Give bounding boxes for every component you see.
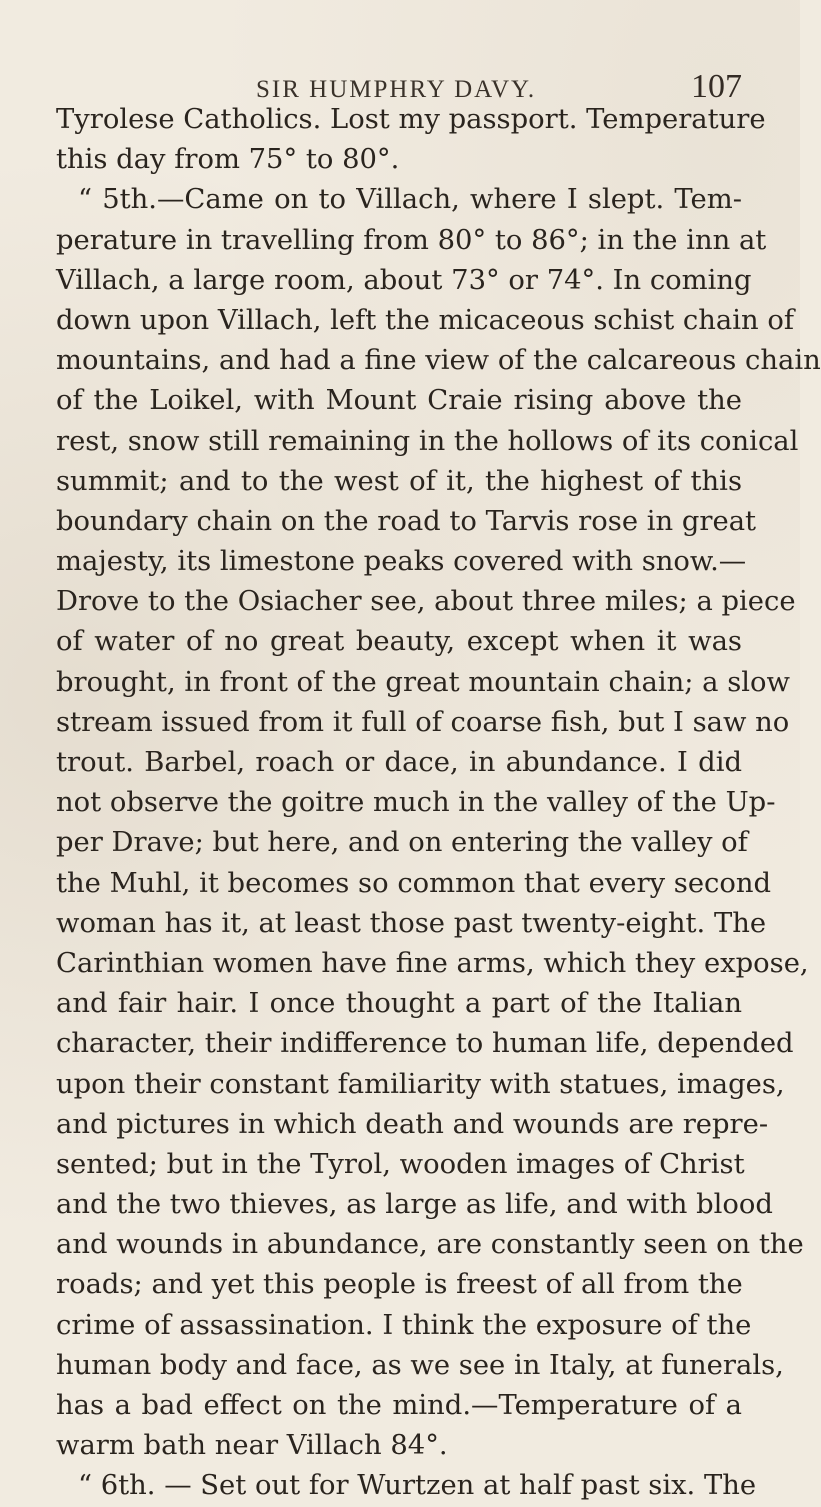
- text-line: character, their indifference to human life, depended: [56, 1028, 794, 1060]
- text-line: woman has it, at least those past twenty-eight. The: [56, 907, 767, 939]
- text-line: rest, snow still remaining in the hollows of its conical: [56, 425, 799, 457]
- text-line: the Muhl, it becomes so common that every second: [56, 867, 772, 899]
- running-head: SIR HUMPHRY DAVY.: [256, 76, 537, 103]
- text-line: warm bath near Villach 84°.: [56, 1430, 448, 1462]
- text-line: and fair hair. I once thought a part of the Italian: [56, 988, 742, 1020]
- text-line: trout. Barbel, roach or dace, in abundance. I did: [56, 747, 742, 778]
- text-line: brought, in front of the great mountain chain; a slow: [56, 666, 790, 698]
- text-line: stream issued from it full of coarse fish, but I saw no: [56, 706, 790, 738]
- text-line: “ 5th.—Came on to Villach, where I slept. Tem-: [78, 184, 742, 216]
- text-line: has a bad effect on the mind.—Temperature of a: [56, 1390, 742, 1421]
- text-line: down upon Villach, left the micaceous schist chain of: [56, 304, 794, 336]
- text-line: of the Loikel, with Mount Craie rising above the: [56, 385, 742, 417]
- text-line: human body and face, as we see in Italy, at funerals,: [56, 1349, 784, 1381]
- text-line: this day from 75° to 80°.: [56, 144, 400, 176]
- text-line: summit; and to the west of it, the highest of this: [56, 465, 742, 497]
- text-line: upon their constant familiarity with statues, images,: [56, 1068, 785, 1100]
- text-line: crime of assassination. I think the exposure of the: [56, 1309, 752, 1341]
- text-line: sented; but in the Tyrol, wooden images of Christ: [56, 1148, 745, 1180]
- text-line: roads; and yet this people is freest of all from the: [56, 1269, 743, 1301]
- text-line: Villach, a large room, about 73° or 74°. In coming: [56, 264, 752, 296]
- text-line: per Drave; but here, and on entering the valley of: [56, 827, 748, 859]
- text-line: Drove to the Osiacher see, about three miles; a piece: [56, 586, 796, 618]
- text-line: perature in travelling from 80° to 86°; in the inn at: [56, 224, 767, 256]
- text-line: of water of no great beauty, except when it was: [56, 626, 742, 658]
- text-line: not observe the goitre much in the valley of the Up-: [56, 787, 776, 819]
- text-line: and the two thieves, as large as life, and with blood: [56, 1189, 773, 1221]
- page-number: 107: [691, 68, 742, 105]
- text-line: and pictures in which death and wounds are repre-: [56, 1108, 769, 1140]
- text-line: majesty, its limestone peaks covered with snow.—: [56, 546, 747, 578]
- text-line: and wounds in abundance, are constantly seen on the: [56, 1229, 804, 1261]
- text-line: Carinthian women have fine arms, which they expose,: [56, 947, 809, 979]
- text-line: mountains, and had a fine view of the calcareous chain: [56, 345, 821, 377]
- text-line: Tyrolese Catholics. Lost my passport. Temperature: [56, 104, 766, 135]
- text-line: boundary chain on the road to Tarvis rose in great: [56, 505, 757, 537]
- text-line: “ 6th. — Set out for Wurtzen at half past six. The: [78, 1470, 757, 1502]
- body-text: [56, 100, 821, 1507]
